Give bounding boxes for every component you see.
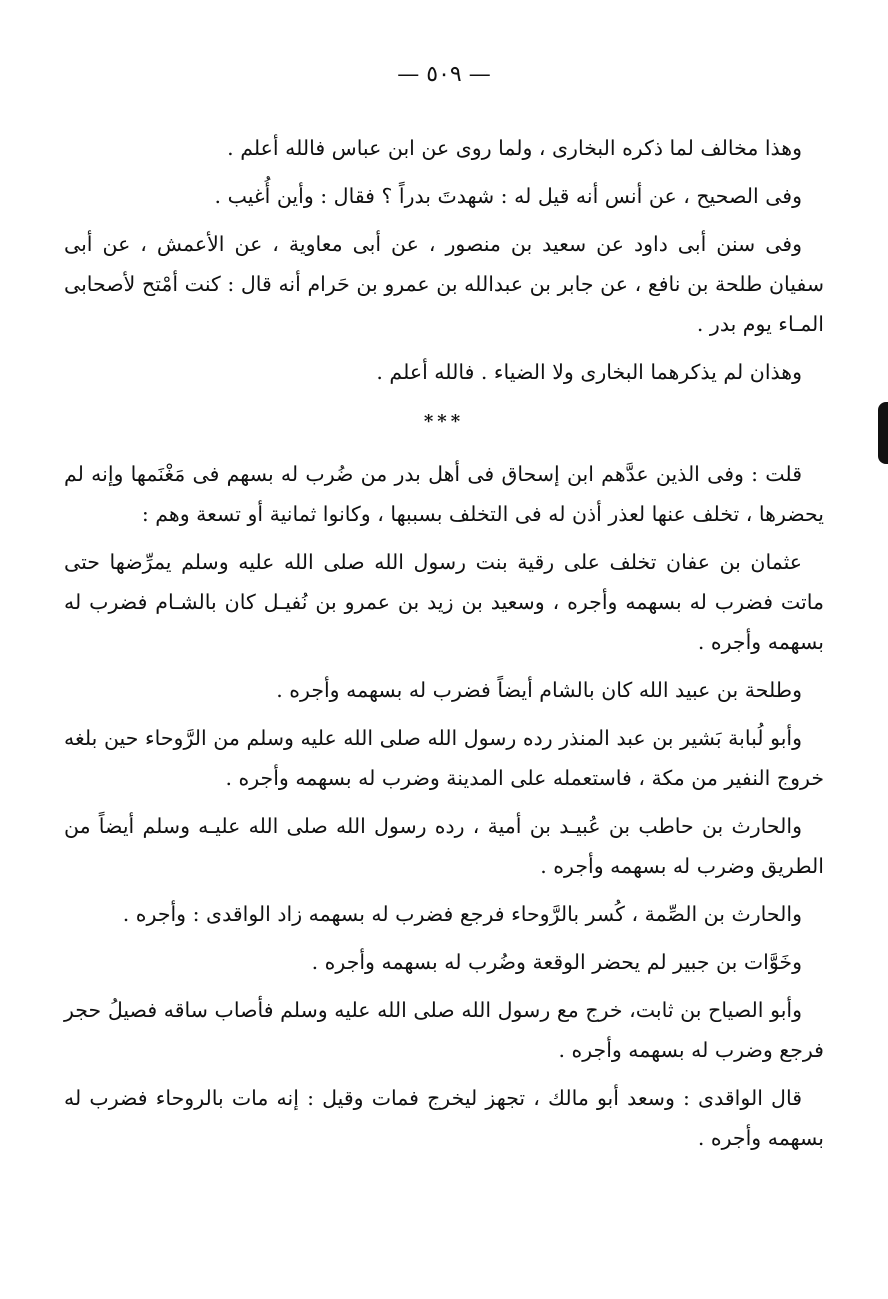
- paragraph: قال الواقدى : وسعد أبو مالك ، تجهز ليخرج فمات وقيل : إنه مات بالروحاء فضرب له بسهمه وأجره .: [64, 1086, 824, 1150]
- paragraph: وطلحة بن عبيد الله كان بالشام أيضاً فضرب له بسهمه وأجره .: [276, 678, 802, 702]
- paragraph: والحارث بن الصِّمة ، كُسر بالرَّوحاء فرجع فضرب له بسهمه زاد الواقدى : وأجره .: [122, 902, 802, 926]
- paragraph: عثمان بن عفان تخلف على رقية بنت رسول الله صلى الله عليه وسلم يمرِّضها حتى ماتت فضرب له بسهمه وأجره ، وسعيد بن زيد بن عمرو بن نُفيـل كان بالشـام فضرب له بسهمه وأجره .: [64, 550, 824, 654]
- paragraph: وفى سنن أبى داود عن سعيد بن منصور ، عن أبى معاوية ، عن الأعمش ، عن أبى سفيان طلحة بن نافع ، عن جابر بن عبدالله بن عمرو بن حَرام أنه قال : كنت أمْتح لأصحابى المـاء يوم بدر .: [64, 232, 824, 336]
- paragraph: وهذان لم يذكرهما البخارى ولا الضياء . فالله أعلم .: [376, 360, 802, 384]
- paragraph: والحارث بن حاطب بن عُبيـد بن أمية ، رده رسول الله صلى الله عليـه وسلم أيضاً من الطريق وضرب له بسهمه وأجره .: [64, 814, 824, 878]
- binding-hole-mark: [878, 402, 888, 464]
- page-number: — ٥٠٩ —: [397, 62, 491, 87]
- paragraph: وأبو الصياح بن ثابت، خرج مع رسول الله صلى الله عليه وسلم فأصاب ساقه فصيلُ حجر فرجع وضرب له بسهمه وأجره .: [64, 998, 824, 1062]
- paragraph: وأبو لُبابة بَشير بن عبد المنذر رده رسول الله صلى الله عليه وسلم من الرَّوحاء حين بلغه خروج النفير من مكة ، فاستعمله على المدينة وضرب له بسهمه وأجره .: [64, 726, 824, 790]
- section-separator: ***: [423, 411, 465, 432]
- page-body: [64, 128, 824, 1166]
- paragraph: وهذا مخالف لما ذكره البخارى ، ولما روى عن ابن عباس فالله أعلم .: [227, 136, 802, 160]
- paragraph: وفى الصحيح ، عن أنس أنه قيل له : شهدتَ بدراً ؟ فقال : وأين أُغيب .: [214, 184, 802, 208]
- paragraph: قلت : وفى الذين عدَّهم ابن إسحاق فى أهل بدر من ضُرب له بسهم فى مَغْنَمها وإنه لم يحضرها ، تخلف عنها لعذر أذن له فى التخلف بسببها ، وكانوا ثمانية أو تسعة وهم :: [64, 462, 824, 526]
- paragraph: وخَوَّات بن جبير لم يحضر الوقعة وضُرب له بسهمه وأجره .: [311, 950, 802, 974]
